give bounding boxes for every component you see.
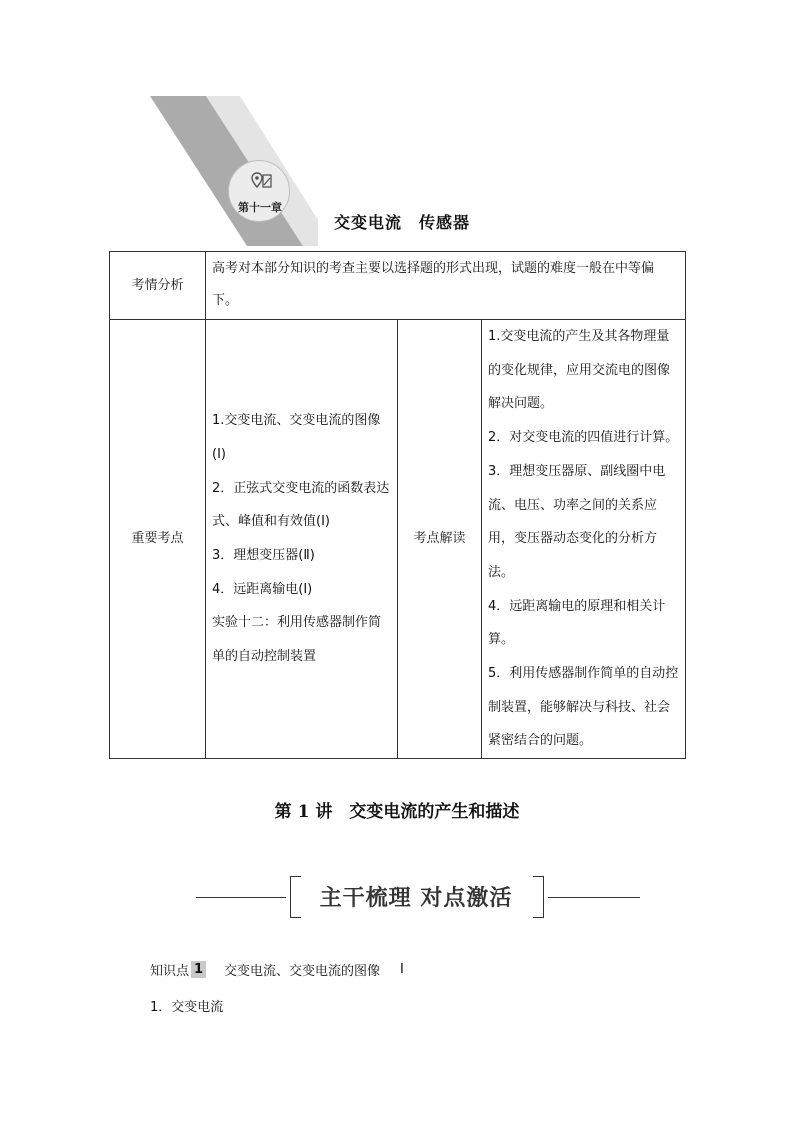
list-item: 1.交变电流的产生及其各物理量的变化规律，应用交流电的图像解决问题。 xyxy=(488,329,671,412)
knowledge-point-heading xyxy=(150,960,404,979)
lesson-title: 第 1 讲 交变电流的产生和描述 xyxy=(274,802,520,822)
banner-rule-right xyxy=(548,897,640,898)
list-item: 3．理想变压器(Ⅱ) xyxy=(212,548,315,564)
analysis-label: 考情分析 xyxy=(110,252,206,320)
knowledge-point-level: Ⅰ xyxy=(400,962,404,977)
table-row xyxy=(110,320,686,759)
knowledge-point-prefix: 知识点 xyxy=(150,964,190,979)
interpretation-label: 考点解读 xyxy=(398,320,482,759)
list-item: 5．利用传感器制作简单的自动控制装置，能够解决与科技、社会紧密结合的问题。 xyxy=(488,666,679,749)
key-points-label: 重要考点 xyxy=(110,320,206,759)
list-item: 1.交变电流、交变电流的图像(Ⅰ) xyxy=(212,413,381,462)
banner-bracket-right xyxy=(533,876,544,918)
sub-heading: 1．交变电流 xyxy=(150,1000,224,1015)
interpretation-list xyxy=(482,320,686,759)
table-row xyxy=(110,252,686,320)
analysis-text: 高考对本部分知识的考查主要以选择题的形式出现，试题的难度一般在中等偏下。 xyxy=(206,252,686,320)
banner-rule-left xyxy=(196,897,286,898)
list-item: 实验十二：利用传感器制作简单的自动控制装置 xyxy=(212,615,382,665)
map-pin-edit-icon xyxy=(251,172,273,192)
list-item: 3．理想变压器原、副线圈中电流、电压、功率之间的关系应用，变压器动态变化的分析方法。 xyxy=(488,463,666,580)
list-item: 4．远距离输电(Ⅰ) xyxy=(212,581,313,597)
exam-info-table xyxy=(109,251,686,759)
section-banner xyxy=(196,872,640,922)
chapter-title: 交变电流 传感器 xyxy=(334,213,471,232)
section-title: 主干梳理 对点激活 xyxy=(319,885,513,911)
list-item: 2．正弦式交变电流的函数表达式、峰值和有效值(Ⅰ) xyxy=(212,480,390,530)
key-points-list xyxy=(206,320,398,759)
knowledge-point-title: 交变电流、交变电流的图像 xyxy=(224,964,381,979)
chapter-number: 第十一章 xyxy=(238,201,282,214)
list-item: 2．对交变电流的四值进行计算。 xyxy=(488,430,679,446)
knowledge-point-number: 1 xyxy=(191,961,206,978)
list-item: 4．远距离输电的原理和相关计算。 xyxy=(488,598,666,648)
chapter-header-stripe xyxy=(148,96,318,246)
